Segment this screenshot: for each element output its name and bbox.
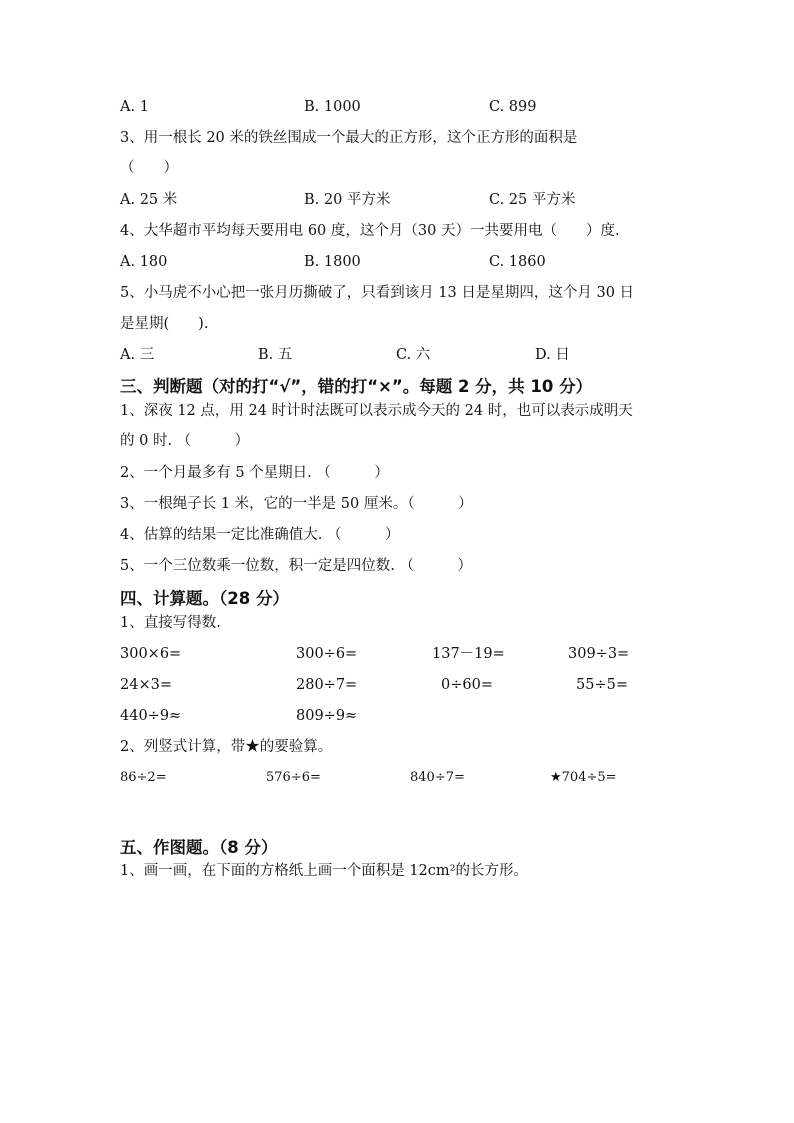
q3-option-a: A. 25 米 (120, 192, 178, 208)
q5-stem-line2: 是星期( ). (120, 316, 209, 332)
q4-option-c: C. 1860 (489, 254, 546, 270)
section4-title: 四、计算题。（28 分） (120, 589, 289, 608)
q5-option-c: C. 六 (396, 347, 431, 363)
calc-r1-c3: 137－19= (432, 646, 505, 662)
vertical-calc-2: 576÷6= (266, 770, 321, 785)
section3-title: 三、判断题（对的打“√”，错的打“×”。每题 2 分，共 10 分） (120, 377, 593, 396)
vertical-calc-1: 86÷2= (120, 770, 167, 785)
s3-item-4: 4、估算的结果一定比准确值大. （ ） (120, 527, 400, 543)
calc-r1-c4: 309÷3= (568, 646, 630, 662)
q5-option-a: A. 三 (120, 347, 155, 363)
q5-stem-line1: 5、小马虎不小心把一张月历撕破了，只看到该月 13 日是星期四，这个月 30 日 (120, 285, 635, 301)
s3-item-5: 5、一个三位数乘一位数，积一定是四位数. （ ） (120, 558, 472, 574)
vertical-calc-4: ★704÷5= (550, 770, 617, 785)
calc-r2-c1: 24×3= (120, 677, 172, 693)
q3-stem: 3、用一根长 20 米的铁丝围成一个最大的正方形，这个正方形的面积是 (120, 130, 578, 146)
q5-option-b: B. 五 (258, 347, 293, 363)
calc-r2-c3: 0÷60= (441, 677, 493, 693)
calc-r1-c1: 300×6= (120, 646, 182, 662)
q4-option-a: A. 180 (120, 254, 168, 270)
s3-item-3: 3、一根绳子长 1 米，它的一半是 50 厘米。（ ） (120, 496, 473, 512)
q3-option-c: C. 25 平方米 (489, 192, 576, 208)
q2-option-c: C. 899 (489, 99, 537, 115)
q2-option-a: A. 1 (120, 99, 149, 115)
q3-blank: （ ） (120, 160, 178, 176)
q4-stem: 4、大华超市平均每天要用电 60 度，这个月（30 天）一共要用电（ ）度. (120, 223, 620, 239)
s4-q2-label: 2、列竖式计算，带★的要验算。 (120, 739, 333, 755)
q3-option-b: B. 20 平方米 (304, 192, 391, 208)
calc-r1-c2: 300÷6= (296, 646, 358, 662)
s4-q1-label: 1、直接写得数. (120, 615, 221, 631)
calc-r2-c2: 280÷7= (296, 677, 358, 693)
q4-option-b: B. 1800 (304, 254, 361, 270)
s3-item-2: 2、一个月最多有 5 个星期日. （ ） (120, 465, 389, 481)
calc-r3-c2: 809÷9≈ (296, 708, 358, 724)
vertical-calc-3: 840÷7= (410, 770, 465, 785)
s5-q1: 1、画一画，在下面的方格纸上画一个面积是 12cm²的长方形。 (120, 863, 528, 879)
q5-option-d: D. 日 (535, 347, 570, 363)
s3-item-1-line2: 的 0 时. （ ） (120, 433, 250, 449)
s3-item-1-line1: 1、深夜 12 点，用 24 时计时法既可以表示成今天的 24 时，也可以表示成明天 (120, 403, 633, 419)
q2-option-b: B. 1000 (304, 99, 361, 115)
calc-r2-c4: 55÷5= (576, 677, 628, 693)
calc-r3-c1: 440÷9≈ (120, 708, 182, 724)
section5-title: 五、作图题。（8 分） (120, 838, 278, 857)
